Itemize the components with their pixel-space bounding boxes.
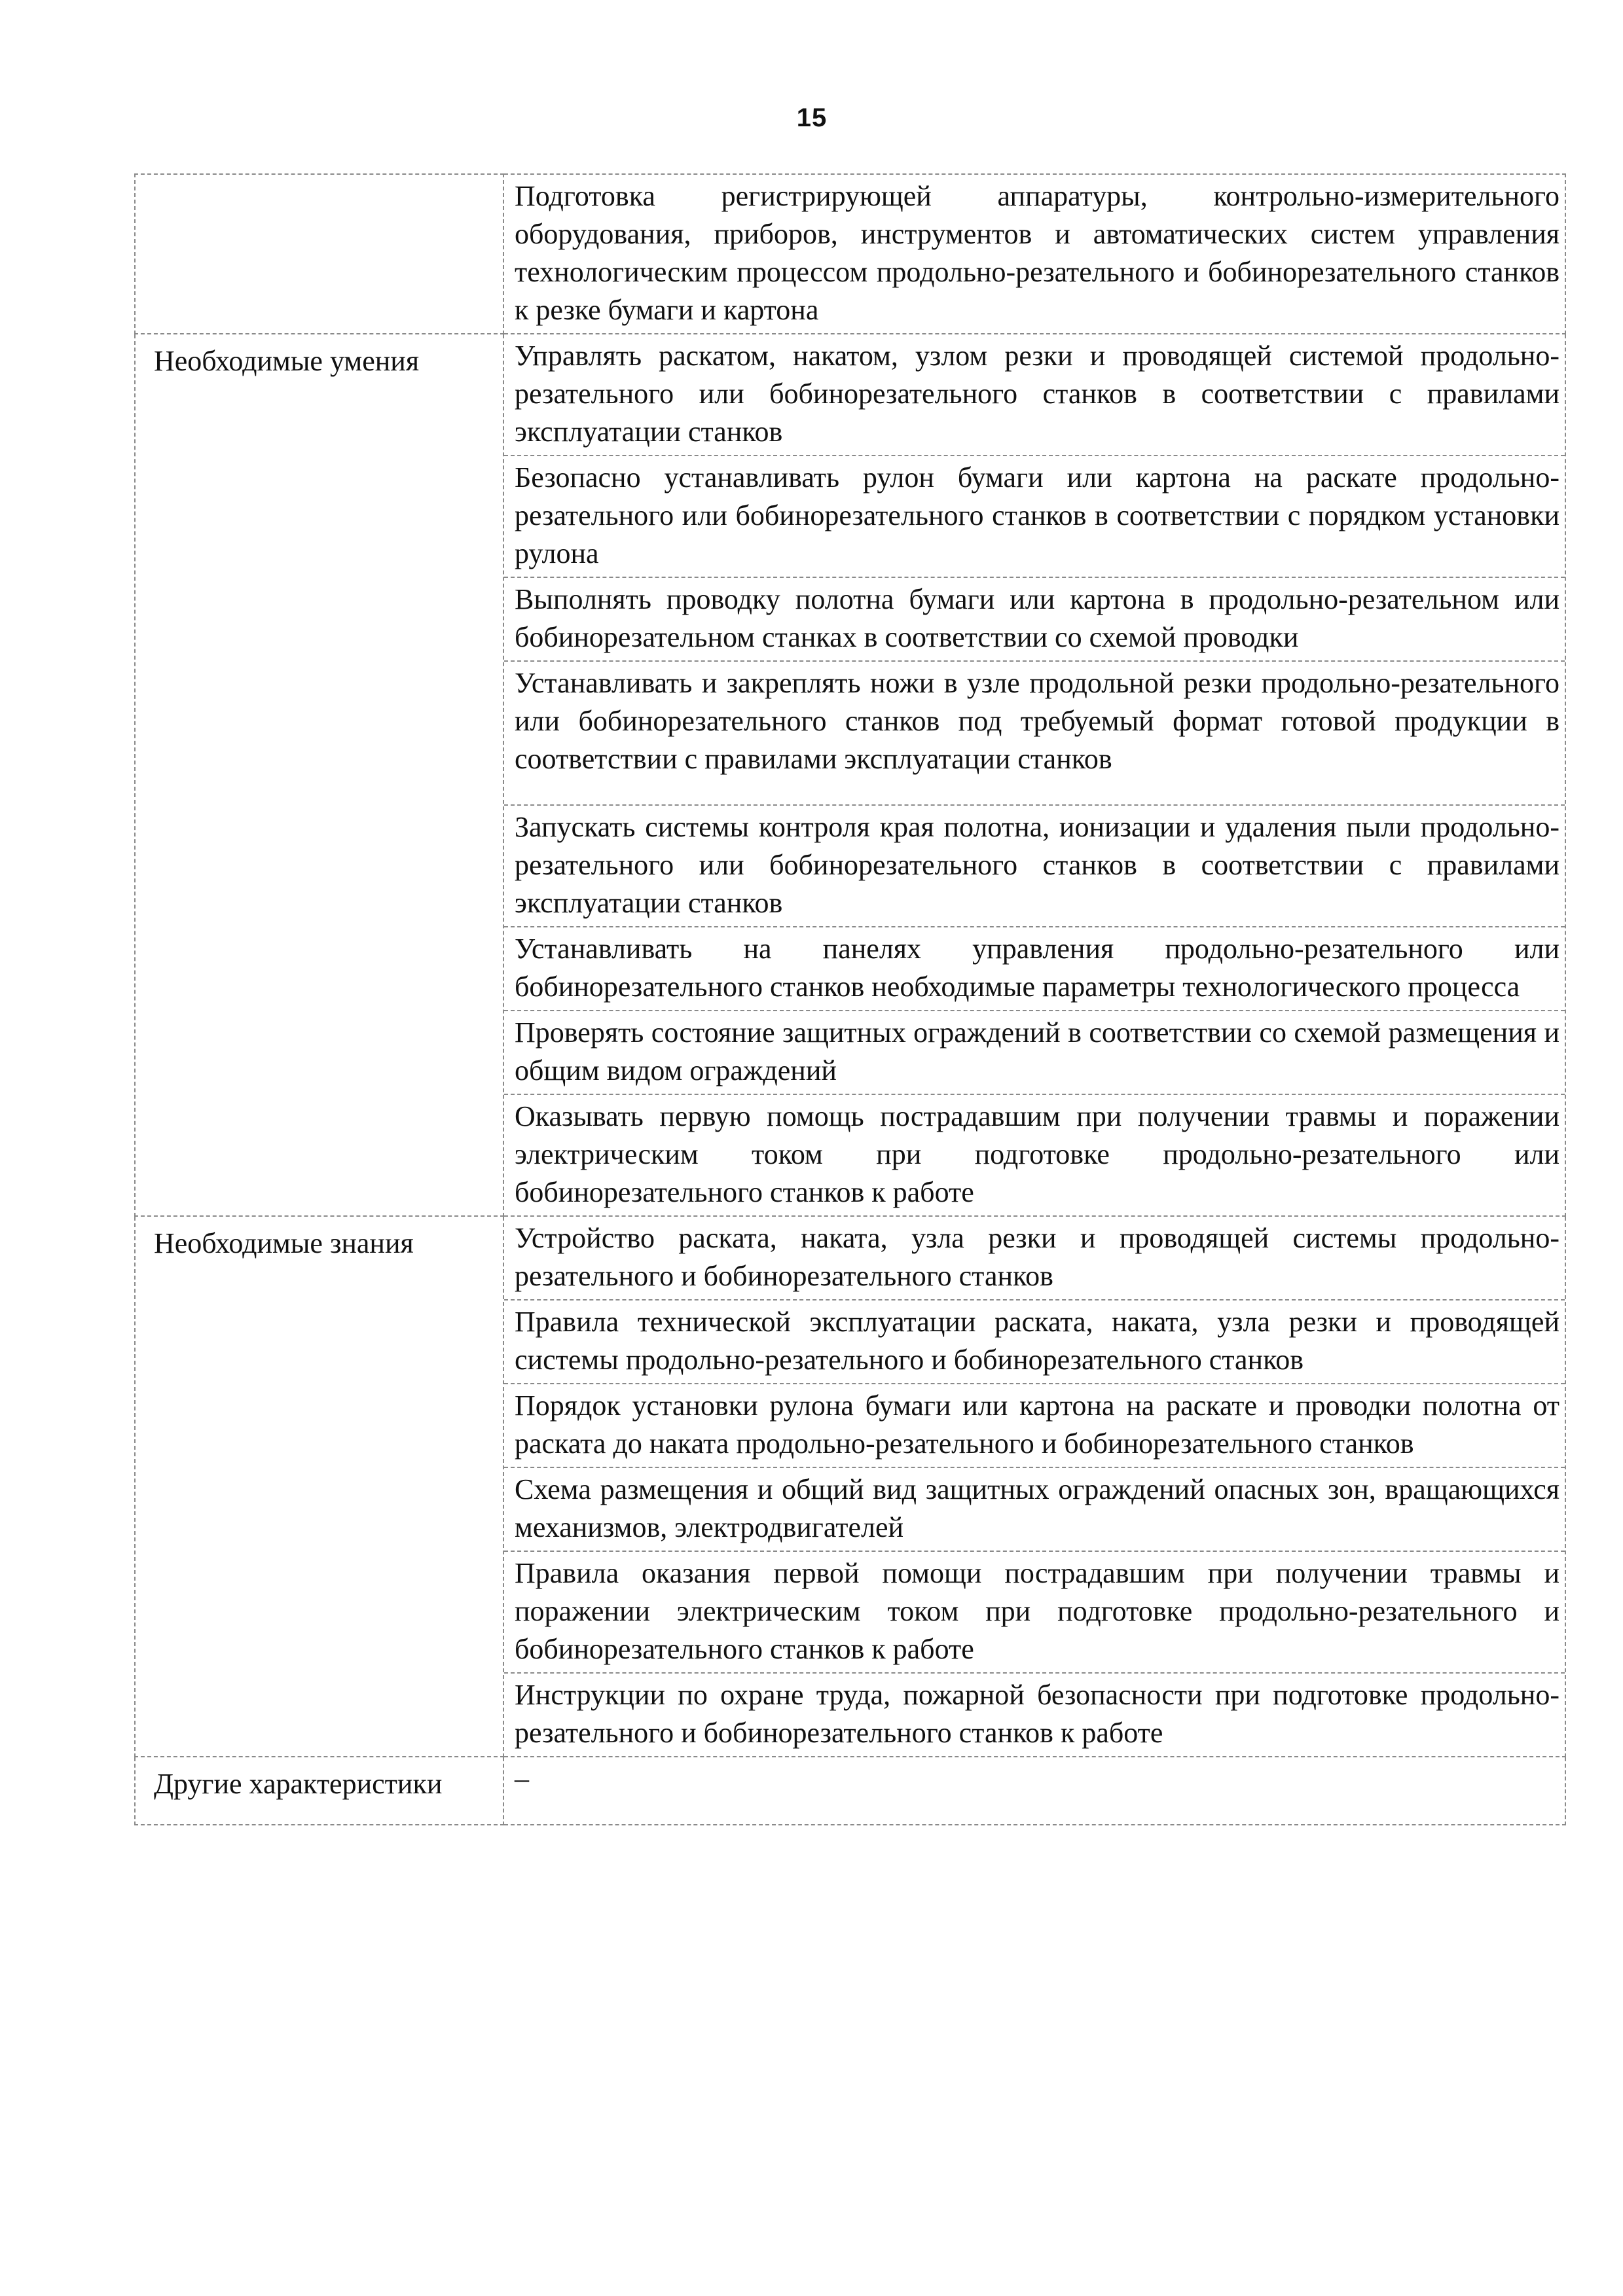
list-item: Устройство раската, наката, узла резки и проводящей системы продольно-резательного и бобинорезательного станков (504, 1217, 1565, 1300)
list-item: Инструкции по охране труда, пожарной безопасности при подготовке продольно-резательного и бобинорезательного станков к работе (515, 1679, 1559, 1749)
row-content-other (503, 1757, 1565, 1825)
table-row-skills (135, 334, 1565, 1216)
list-item: Запускать системы контроля края полотна, ионизации и удаления пыли продольно-резательного или бобинорезательного станков в соответствии с правилами эксплуатации станков (504, 806, 1565, 927)
list-item: Выполнять проводку полотна бумаги или картона в продольно-резательном или бобинорезательном станках в соответствии со схемой проводки (504, 578, 1565, 662)
list-item: Устанавливать на панелях управления продольно-резательного или бобинорезательного станков необходимые параметры технологического процесса (504, 927, 1565, 1011)
characteristics-table (134, 173, 1566, 1825)
row-content-skills (503, 334, 1565, 1216)
table-row-actions-continued (135, 174, 1565, 334)
table-row-knowledge (135, 1216, 1565, 1757)
list-item: Подготовка регистрирующей аппаратуры, контрольно-измерительного оборудования, приборов, инструментов и автоматических систем управления технологическим процессом продольно-резательного и бобинорезательного станков к резке бумаги и картона (515, 180, 1559, 326)
row-content-actions-continued (503, 174, 1565, 334)
list-item: Правила технической эксплуатации раската, наката, узла резки и проводящей системы продольно-резательного и бобинорезательного станков (504, 1300, 1565, 1384)
row-content-knowledge (503, 1216, 1565, 1757)
row-label-knowledge: Необходимые знания (135, 1216, 503, 1757)
row-label-actions-continued (135, 174, 503, 334)
list-item: Устанавливать и закреплять ножи в узле продольной резки продольно-резательного или бобинорезательного станков под требуемый формат готовой продукции в соответствии с правилами эксплуатации станков (504, 662, 1565, 806)
list-item: Проверять состояние защитных ограждений в соответствии со схемой размещения и общим видом ограждений (504, 1011, 1565, 1095)
list-item: Схема размещения и общий вид защитных ограждений опасных зон, вращающихся механизмов, электродвигателей (504, 1468, 1565, 1552)
list-item: Управлять раскатом, накатом, узлом резки и проводящей системой продольно-резательного или бобинорезательного станков в соответствии с правилами эксплуатации станков (504, 334, 1565, 456)
table-row-other (135, 1757, 1565, 1825)
list-item: Порядок установки рулона бумаги или картона на раскате и проводки полотна от раската до наката продольно-резательного и бобинорезательного станков (504, 1384, 1565, 1468)
list-item: Безопасно устанавливать рулон бумаги или картона на раскате продольно-резательного или бобинорезательного станков в соответствии с порядком установки рулона (504, 456, 1565, 578)
list-item: Оказывать первую помощь пострадавшим при получении травмы и поражении электрическим током при подготовке продольно-резательного или бобинорезательного станков к работе (515, 1100, 1559, 1208)
page-number: 15 (796, 103, 828, 132)
list-item: – (515, 1763, 529, 1795)
list-item: Правила оказания первой помощи пострадавшим при получении травмы и поражении электрическим током при подготовке продольно-резательного и бобинорезательного станков к работе (504, 1552, 1565, 1674)
row-label-other: Другие характеристики (135, 1757, 503, 1825)
row-label-skills: Необходимые умения (135, 334, 503, 1216)
